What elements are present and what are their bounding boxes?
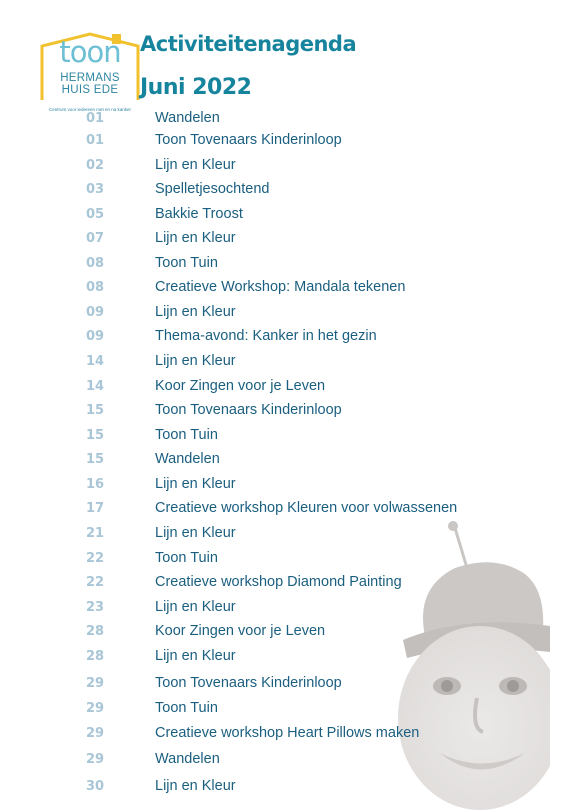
agenda-activity-name: Spelletjesochtend — [155, 181, 270, 197]
page-title: Activiteitenagenda — [140, 32, 357, 56]
agenda-row — [0, 499, 577, 519]
agenda-row — [0, 229, 577, 249]
agenda-activity-name: Lijn en Kleur — [155, 648, 236, 664]
agenda-day-number: 16 — [85, 477, 105, 492]
agenda-row — [0, 724, 577, 744]
agenda-activity-name: Koor Zingen voor je Leven — [155, 623, 326, 639]
agenda-day-number: 23 — [85, 600, 105, 615]
agenda-activity-name: Lijn en Kleur — [155, 525, 236, 541]
agenda-row — [0, 450, 577, 470]
agenda-row — [0, 303, 577, 323]
agenda-activity-name: Bakkie Troost — [155, 206, 243, 222]
agenda-day-number: 07 — [85, 231, 105, 246]
agenda-row — [0, 573, 577, 593]
agenda-activity-name: Toon Tuin — [155, 550, 218, 566]
agenda-row — [0, 254, 577, 274]
agenda-row — [0, 475, 577, 495]
agenda-row — [0, 699, 577, 719]
agenda-day-number: 29 — [85, 676, 105, 691]
agenda-activity-name: Toon Tovenaars Kinderinloop — [155, 132, 342, 148]
agenda-day-number: 17 — [85, 501, 105, 516]
agenda-day-number: 30 — [85, 779, 105, 794]
agenda-day-number: 08 — [85, 280, 105, 295]
logo-wordmark: toon — [59, 35, 121, 69]
agenda-row — [0, 131, 577, 151]
agenda-day-number: 14 — [85, 379, 105, 394]
agenda-row — [0, 109, 577, 129]
agenda-activity-name: Lijn en Kleur — [155, 476, 236, 492]
agenda-row — [0, 156, 577, 176]
agenda-day-number: 05 — [85, 207, 105, 222]
agenda-row — [0, 524, 577, 544]
agenda-row — [0, 777, 577, 797]
page-subtitle-month: Juni 2022 — [140, 75, 252, 100]
logo-tagline: Centrum voor iedereen met en na kanker — [48, 107, 132, 112]
agenda-activity-name: Lijn en Kleur — [155, 230, 236, 246]
agenda-row — [0, 180, 577, 200]
agenda-row — [0, 647, 577, 667]
agenda-day-number: 21 — [85, 526, 105, 541]
logo-line-2: HUIS EDE — [61, 84, 119, 96]
agenda-day-number: 28 — [85, 624, 105, 639]
agenda-activity-name: Wandelen — [155, 751, 220, 767]
agenda-activity-name: Lijn en Kleur — [155, 157, 236, 173]
agenda-activity-name: Lijn en Kleur — [155, 304, 236, 320]
agenda-activity-name: Creatieve Workshop: Mandala tekenen — [155, 279, 406, 295]
agenda-activity-name: Toon Tuin — [155, 255, 218, 271]
agenda-row — [0, 278, 577, 298]
agenda-activity-name: Wandelen — [155, 451, 220, 467]
agenda-day-number: 14 — [85, 354, 105, 369]
agenda-row — [0, 377, 577, 397]
agenda-activity-name: Lijn en Kleur — [155, 353, 236, 369]
agenda-row — [0, 750, 577, 770]
agenda-activity-name: Toon Tuin — [155, 700, 218, 716]
agenda-row — [0, 352, 577, 372]
agenda-activity-name: Creatieve workshop Heart Pillows maken — [155, 725, 420, 741]
agenda-day-number: 08 — [85, 256, 105, 271]
agenda-row — [0, 598, 577, 618]
agenda-day-number: 15 — [85, 452, 105, 467]
agenda-activity-name: Lijn en Kleur — [155, 778, 236, 794]
agenda-activity-name: Creatieve workshop Diamond Painting — [155, 574, 402, 590]
agenda-day-number: 03 — [85, 182, 105, 197]
agenda-row — [0, 549, 577, 569]
agenda-row — [0, 674, 577, 694]
agenda-activity-name: Koor Zingen voor je Leven — [155, 378, 326, 394]
agenda-day-number: 01 — [85, 111, 105, 126]
agenda-day-number: 09 — [85, 329, 105, 344]
agenda-day-number: 02 — [85, 158, 105, 173]
agenda-day-number: 09 — [85, 305, 105, 320]
agenda-row — [0, 205, 577, 225]
agenda-day-number: 15 — [85, 403, 105, 418]
agenda-row — [0, 622, 577, 642]
agenda-day-number: 22 — [85, 551, 105, 566]
agenda-day-number: 22 — [85, 575, 105, 590]
agenda-day-number: 28 — [85, 649, 105, 664]
agenda-row — [0, 327, 577, 347]
agenda-day-number: 29 — [85, 752, 105, 767]
logo-line-1: HERMANS — [60, 72, 120, 84]
agenda-day-number: 29 — [85, 726, 105, 741]
agenda-activity-name: Toon Tovenaars Kinderinloop — [155, 675, 342, 691]
agenda-activity-name: Toon Tuin — [155, 427, 218, 443]
agenda-activity-name: Creatieve workshop Kleuren voor volwassenen — [155, 500, 458, 516]
agenda-activity-name: Thema-avond: Kanker in het gezin — [155, 328, 377, 344]
agenda-day-number: 29 — [85, 701, 105, 716]
agenda-row — [0, 426, 577, 446]
agenda-day-number: 01 — [85, 133, 105, 148]
agenda-day-number: 15 — [85, 428, 105, 443]
agenda-activity-name: Wandelen — [155, 110, 220, 126]
agenda-activity-name: Toon Tovenaars Kinderinloop — [155, 402, 342, 418]
agenda-row — [0, 401, 577, 421]
agenda-activity-name: Lijn en Kleur — [155, 599, 236, 615]
